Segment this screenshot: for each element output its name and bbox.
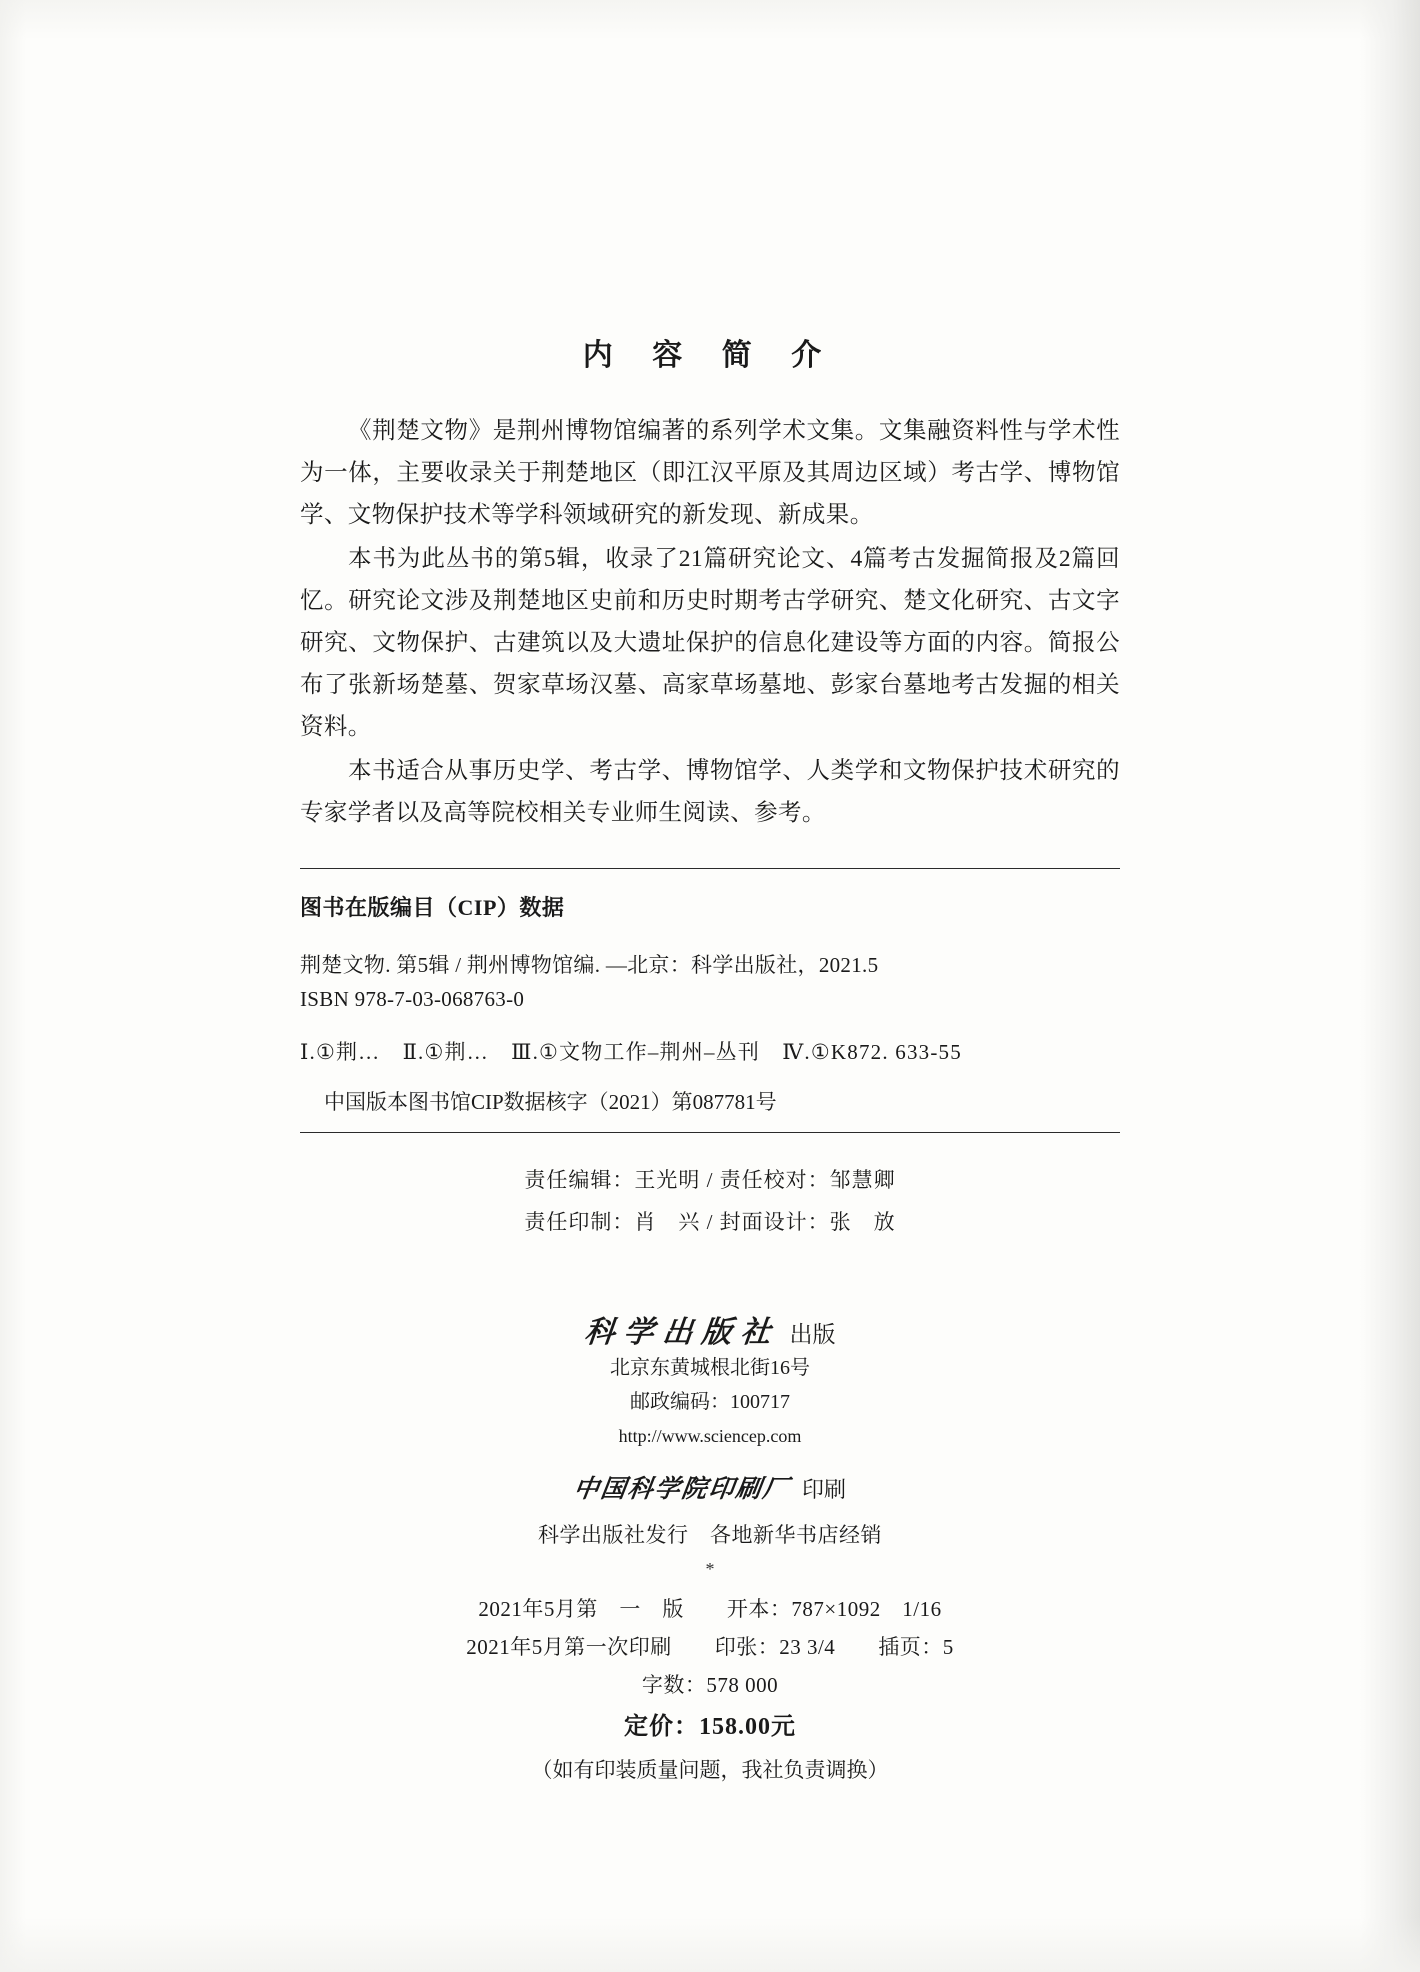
staff-line-production: 责任印制：肖 兴 / 封面设计：张 放 <box>524 1210 896 1234</box>
quality-notice: （如有印装质量问题，我社负责调换） <box>531 1758 889 1782</box>
distribution-line: 科学出版社发行 各地新华书店经销 <box>538 1523 882 1547</box>
cip-classification: Ⅰ.①荆… Ⅱ.①荆… Ⅲ.①文物工作–荆州–丛刊 Ⅳ.①K872. 633-55 <box>300 1040 962 1064</box>
publisher-block <box>300 1307 1120 1580</box>
asterisk-separator: * <box>705 1559 715 1579</box>
abstract-paragraph: 本书为此丛书的第5辑，收录了21篇研究论文、4篇考古发掘简报及2篇回忆。研究论文涉及荆楚地区史前和历史时期考古学研究、楚文化研究、古文字研究、文物保护、古建筑以及大遗址保护的信息化建设等方面的内容。简报公布了张新场楚墓、贺家草场汉墓、高家草场墓地、彭家台墓地考古发掘的相关资料。 <box>300 546 1120 740</box>
scan-edge-right <box>1360 0 1420 1972</box>
page-content <box>300 330 1120 1790</box>
printer-suffix: 印刷 <box>802 1477 847 1502</box>
page-title: 内 容 简 介 <box>582 339 838 372</box>
publisher-suffix: 出版 <box>789 1322 836 1347</box>
cip-heading: 图书在版编目（CIP）数据 <box>300 895 565 920</box>
cip-verification-number: 中国版本图书馆CIP数据核字（2021）第087781号 <box>324 1090 777 1114</box>
imprint-print-line: 2021年5月第一次印刷 印张：23 3/4 插页：5 <box>466 1635 954 1659</box>
abstract-paragraph: 本书适合从事历史学、考古学、博物馆学、人类学和文物保护技术研究的专家学者以及高等院校相关专业师生阅读、参考。 <box>300 758 1120 826</box>
scan-edge-top <box>0 0 1420 40</box>
cip-isbn: ISBN 978-7-03-068763-0 <box>300 987 525 1011</box>
scan-edge-bottom <box>0 1917 1420 1972</box>
publisher-name-row <box>300 1307 1120 1351</box>
staff-credits <box>300 1133 1120 1243</box>
cip-section <box>300 869 1120 1116</box>
imprint-wordcount: 字数：578 000 <box>641 1673 779 1697</box>
staff-line-editor: 责任编辑：王光明 / 责任校对：邹慧卿 <box>524 1168 896 1192</box>
imprint-block <box>300 1590 1120 1790</box>
cip-title-line: 荆楚文物. 第5辑 / 荆州博物馆编. —北京：科学出版社，2021.5 <box>300 953 879 977</box>
publisher-address: 北京东黄城根北街16号 <box>610 1357 810 1379</box>
price-line: 定价：158.00元 <box>624 1714 796 1740</box>
printer-row <box>300 1469 1120 1505</box>
printer-logo: 中国科学院印刷厂 <box>571 1474 792 1503</box>
abstract-section <box>300 410 1120 834</box>
publisher-website: http://www.sciencep.com <box>618 1426 802 1446</box>
publisher-postcode: 邮政编码：100717 <box>630 1391 790 1413</box>
cip-record <box>300 948 1120 1016</box>
science-press-logo: 科学出版社 <box>582 1315 781 1350</box>
abstract-paragraph: 《荆楚文物》是荆州博物馆编著的系列学术文集。文集融资料性与学术性为一体，主要收录关于荆楚地区（即江汉平原及其周边区域）考古学、博物馆学、文物保护技术等学科领域研究的新发现、新成果。 <box>300 418 1120 528</box>
scan-edge-left <box>0 0 26 1972</box>
imprint-edition-line: 2021年5月第 一 版 开本：787×1092 1/16 <box>478 1597 942 1621</box>
